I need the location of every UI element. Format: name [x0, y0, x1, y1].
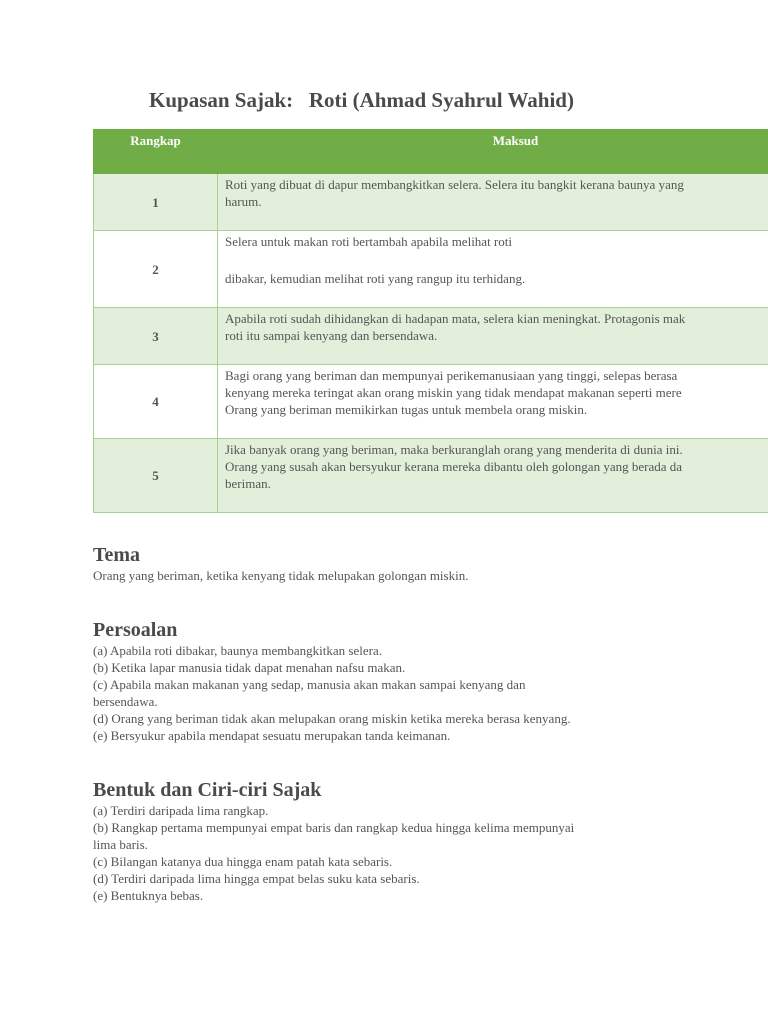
page-title: Kupasan Sajak: Roti (Ahmad Syahrul Wahid) [149, 88, 574, 112]
table-row [94, 174, 768, 231]
rangkap-table [93, 129, 768, 513]
maksud-line: beriman. [225, 476, 271, 491]
persoalan-line: (a) Apabila roti dibakar, baunya membangkitkan selera. [93, 643, 382, 658]
maksud-cell [218, 308, 768, 365]
maksud-line: dibakar, kemudian melihat roti yang rangup itu terhidang. [225, 271, 526, 286]
maksud-line: roti itu sampai kenyang dan bersendawa. [225, 328, 438, 343]
table-row [94, 308, 768, 365]
tema-text: Orang yang beriman, ketika kenyang tidak melupakan golongan miskin. [93, 568, 469, 583]
maksud-line: Orang yang susah akan bersyukur kerana mereka dibantu oleh golongan yang berada da [225, 459, 682, 474]
bentuk-line: (c) Bilangan katanya dua hingga enam patah kata sebaris. [93, 854, 393, 869]
persoalan-line: (d) Orang yang beriman tidak akan melupakan orang miskin ketika mereka berasa kenyang. [93, 711, 571, 726]
maksud-line: Jika banyak orang yang beriman, maka berkuranglah orang yang menderita di dunia ini. [225, 442, 683, 457]
persoalan-line: (e) Bersyukur apabila mendapat sesuatu merupakan tanda keimanan. [93, 728, 451, 743]
column-header-rangkap: Rangkap [94, 130, 218, 174]
column-header-maksud: Maksud [218, 130, 768, 174]
maksud-cell [218, 231, 768, 308]
rangkap-number: 4 [94, 365, 218, 439]
table-row [94, 231, 768, 308]
maksud-line: Roti yang dibuat di dapur membangkitkan selera. Selera itu bangkit kerana baunya yang [225, 177, 684, 192]
maksud-cell [218, 439, 768, 513]
rangkap-number: 3 [94, 308, 218, 365]
persoalan-heading: Persoalan [93, 619, 178, 641]
table-row [94, 365, 768, 439]
maksud-cell [218, 365, 768, 439]
tema-heading: Tema [93, 544, 141, 566]
rangkap-number: 5 [94, 439, 218, 513]
maksud-line: Selera untuk makan roti bertambah apabila melihat roti [225, 234, 512, 249]
maksud-line: Apabila roti sudah dihidangkan di hadapan mata, selera kian meningkat. Protagonis mak [225, 311, 686, 326]
rangkap-number: 2 [94, 231, 218, 308]
maksud-line: Bagi orang yang beriman dan mempunyai perikemanusiaan yang tinggi, selepas berasa [225, 368, 678, 383]
persoalan-line: (b) Ketika lapar manusia tidak dapat menahan nafsu makan. [93, 660, 406, 675]
maksud-cell [218, 174, 768, 231]
maksud-line: Orang yang beriman memikirkan tugas untuk membela orang miskin. [225, 402, 588, 417]
bentuk-section [93, 778, 693, 904]
bentuk-line: (d) Terdiri daripada lima hingga empat belas suku kata sebaris. [93, 871, 420, 886]
table-header-row [94, 130, 768, 174]
bentuk-line: (e) Bentuknya bebas. [93, 888, 204, 903]
persoalan-line: (c) Apabila makan makanan yang sedap, manusia akan makan sampai kenyang dan [93, 677, 526, 692]
maksud-line: kenyang mereka teringat akan orang miskin yang tidak mendapat makanan seperti mere [225, 385, 682, 400]
table-row [94, 439, 768, 513]
bentuk-line: (b) Rangkap pertama mempunyai empat baris dan rangkap kedua hingga kelima mempunyai [93, 820, 575, 835]
bentuk-heading: Bentuk dan Ciri-ciri Sajak [93, 779, 322, 801]
rangkap-number: 1 [94, 174, 218, 231]
bentuk-line: lima baris. [93, 837, 148, 852]
tema-section [93, 543, 693, 584]
persoalan-section [93, 618, 693, 744]
persoalan-line: bersendawa. [93, 694, 158, 709]
maksud-line: harum. [225, 194, 262, 209]
bentuk-line: (a) Terdiri daripada lima rangkap. [93, 803, 269, 818]
